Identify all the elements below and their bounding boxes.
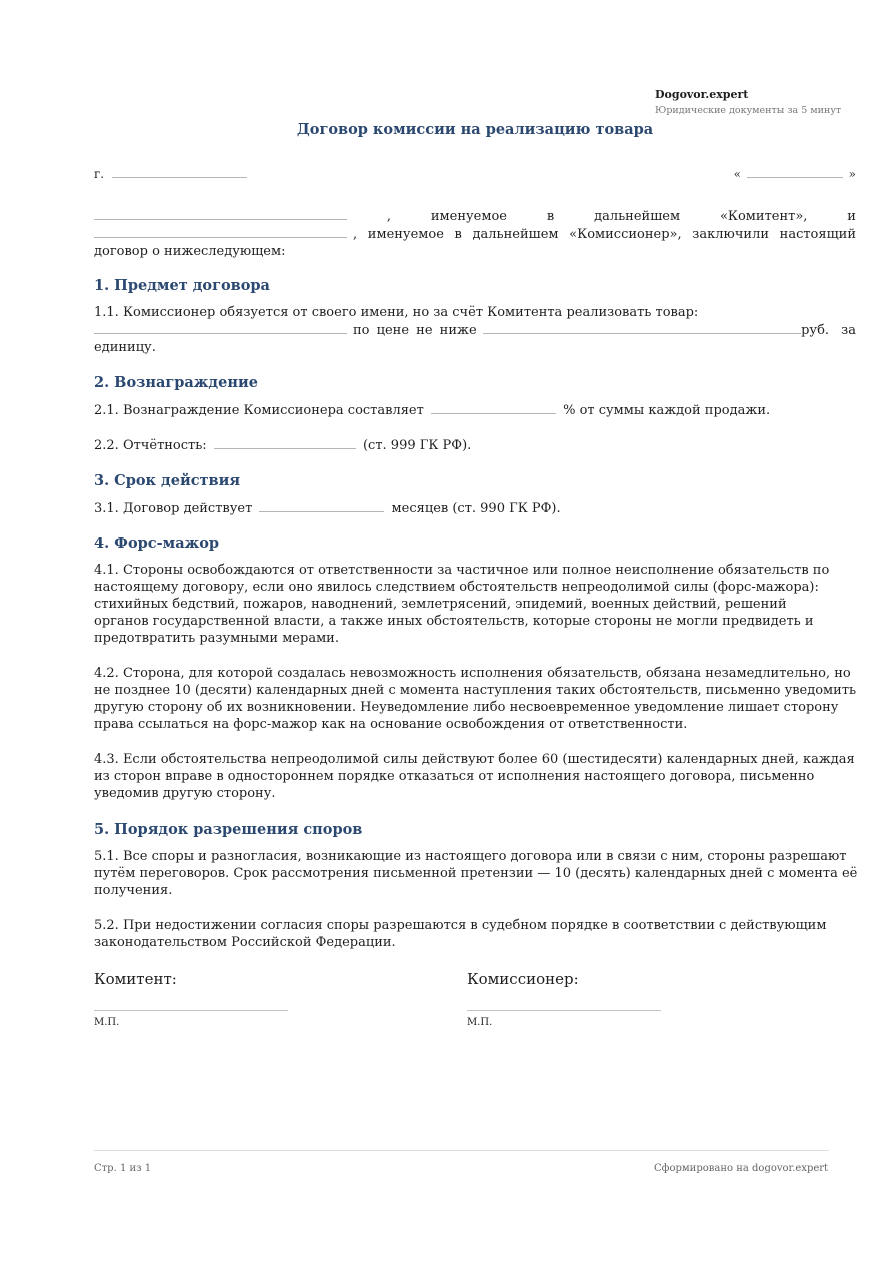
document-title: Договор комиссии на реализацию товара	[296, 121, 654, 138]
clause-5-2	[94, 917, 870, 951]
clause-4-2-line: другую сторону об их возникновении. Неуведомление либо несвоевременное уведомление лишает сторону	[94, 700, 839, 715]
clause-4-2-line: права ссылаться на форс-мажор как на основание освобождения от ответственности.	[94, 717, 688, 732]
parties-line-1	[94, 207, 856, 225]
parties-word: в	[546, 209, 555, 224]
clause-2-2-suffix: (ст. 999 ГК РФ).	[362, 438, 472, 453]
parties-line-2	[94, 225, 856, 243]
clause-2-2-text: 2.2. Отчётность:	[94, 438, 207, 453]
date-blank	[747, 165, 843, 178]
clause-4-1-line: 4.1. Стороны освобождаются от ответственности за частичное или полное неисполнение обязательств по	[94, 563, 830, 578]
clause-1-1-line-2	[94, 321, 856, 339]
brand-name[interactable]: Dogovor.expert	[655, 88, 749, 101]
clause-4-2-line: не позднее 10 (десяти) календарных дней с момента наступления таких обстоятельств, письменно уведомить	[94, 683, 857, 698]
clause-1-1-line-1: 1.1. Комиссионер обязуется от своего имени, но за счёт Комитента реализовать товар:	[94, 305, 699, 320]
clause-1-1-line-3: единицу.	[94, 340, 156, 355]
goods-blank	[94, 321, 347, 334]
committent-signature-label: Комитент:	[94, 970, 177, 988]
commissioner-stamp-label: М.П.	[467, 1017, 493, 1028]
clause-3-1-suffix: месяцев (ст. 990 ГК РФ).	[391, 501, 561, 516]
price-unit: руб. за	[801, 323, 856, 338]
clause-4-2	[94, 665, 870, 733]
committent-stamp-label: М.П.	[94, 1017, 120, 1028]
clause-4-3-line: из сторон вправе в одностороннем порядке отказаться от исполнения настоящего договора, письменно	[94, 769, 815, 784]
clause-4-1-line: предотвратить разумными мерами.	[94, 631, 339, 646]
clause-2-2	[94, 436, 856, 454]
clause-4-1	[94, 562, 870, 647]
city-blank	[112, 165, 247, 178]
clause-2-1-suffix: % от суммы каждой продажи.	[563, 403, 771, 418]
parties-paragraph	[94, 207, 856, 260]
city-prefix: г.	[94, 167, 105, 181]
clause-4-3	[94, 751, 870, 802]
section-5-title: 5. Порядок разрешения споров	[94, 821, 363, 838]
clause-4-3-line: уведомив другую сторону.	[94, 786, 276, 801]
commissioner-signature-line	[467, 1010, 661, 1011]
price-label: по цене не ниже	[353, 323, 477, 338]
clause-5-1-line: путём переговоров. Срок рассмотрения письменной претензии — 10 (десять) календарных дней с момента её	[94, 866, 858, 881]
parties-word: и	[847, 209, 856, 224]
clause-3-1	[94, 499, 856, 517]
fee-percent-blank	[431, 401, 556, 414]
parties-word: дальнейшем	[594, 209, 681, 224]
clause-4-1-line: настоящему договору, если оно явилось следствием обстоятельств непреодолимой силы (форс-мажора):	[94, 580, 819, 595]
section-4-title: 4. Форс-мажор	[94, 535, 220, 552]
footer-divider	[94, 1150, 829, 1151]
parties-word: именуемое	[430, 209, 507, 224]
clause-5-1-line: получения.	[94, 883, 173, 898]
section-3-title: 3. Срок действия	[94, 472, 241, 489]
committent-signature-line	[94, 1010, 288, 1011]
commissioner-blank	[94, 225, 347, 238]
place-date-line	[94, 165, 856, 182]
clause-5-1-line: 5.1. Все споры и разногласия, возникающие из настоящего договора или в связи с ним, стороны разрешают	[94, 849, 847, 864]
price-blank	[483, 321, 801, 334]
parties-comma: ,	[386, 209, 392, 224]
parties-word: «Комитент»,	[719, 209, 808, 224]
document-page	[94, 0, 856, 1262]
footer-page-number: Стр. 1 из 1	[94, 1163, 152, 1174]
brand-tagline: Юридические документы за 5 минут	[655, 105, 842, 116]
clause-3-1-text: 3.1. Договор действует	[94, 501, 253, 516]
date-open-quote: «	[733, 167, 741, 181]
clause-5-2-line: 5.2. При недостижении согласия споры разрешаются в судебном порядке в соответствии с действующим	[94, 918, 827, 933]
clause-4-3-line: 4.3. Если обстоятельства непреодолимой силы действуют более 60 (шестидесяти) календарных дней, каждая	[94, 752, 855, 767]
committent-blank	[94, 207, 347, 220]
section-1-paragraph	[94, 304, 856, 356]
section-1-title: 1. Предмет договора	[94, 277, 270, 294]
report-blank	[214, 436, 356, 449]
clause-5-1	[94, 848, 870, 899]
footer-generated-note: Сформировано на dogovor.expert	[654, 1163, 829, 1174]
brand-block	[655, 88, 855, 118]
clause-2-1	[94, 401, 856, 419]
clause-4-1-line: органов государственной власти, а также иных обстоятельств, которые стороны не могли предвидеть и	[94, 614, 814, 629]
commissioner-signature-label: Комиссионер:	[467, 970, 579, 988]
clause-5-2-line: законодательством Российской Федерации.	[94, 935, 396, 950]
clause-4-2-line: 4.2. Сторона, для которой создалась невозможность исполнения обязательств, обязана незамедлительно, но	[94, 666, 851, 681]
parties-line-3: договор о нижеследующем:	[94, 244, 286, 259]
clause-2-1-text: 2.1. Вознаграждение Комиссионера составляет	[94, 403, 424, 418]
term-blank	[259, 499, 384, 512]
parties-line-2-text: , именуемое в дальнейшем «Комиссионер», заключили настоящий	[353, 227, 856, 242]
date-close-quote: »	[848, 167, 856, 181]
section-2-title: 2. Вознаграждение	[94, 374, 258, 391]
clause-4-1-line: стихийных бедствий, пожаров, наводнений, землетрясений, эпидемий, военных действий, решений	[94, 597, 787, 612]
date-field	[734, 165, 856, 182]
